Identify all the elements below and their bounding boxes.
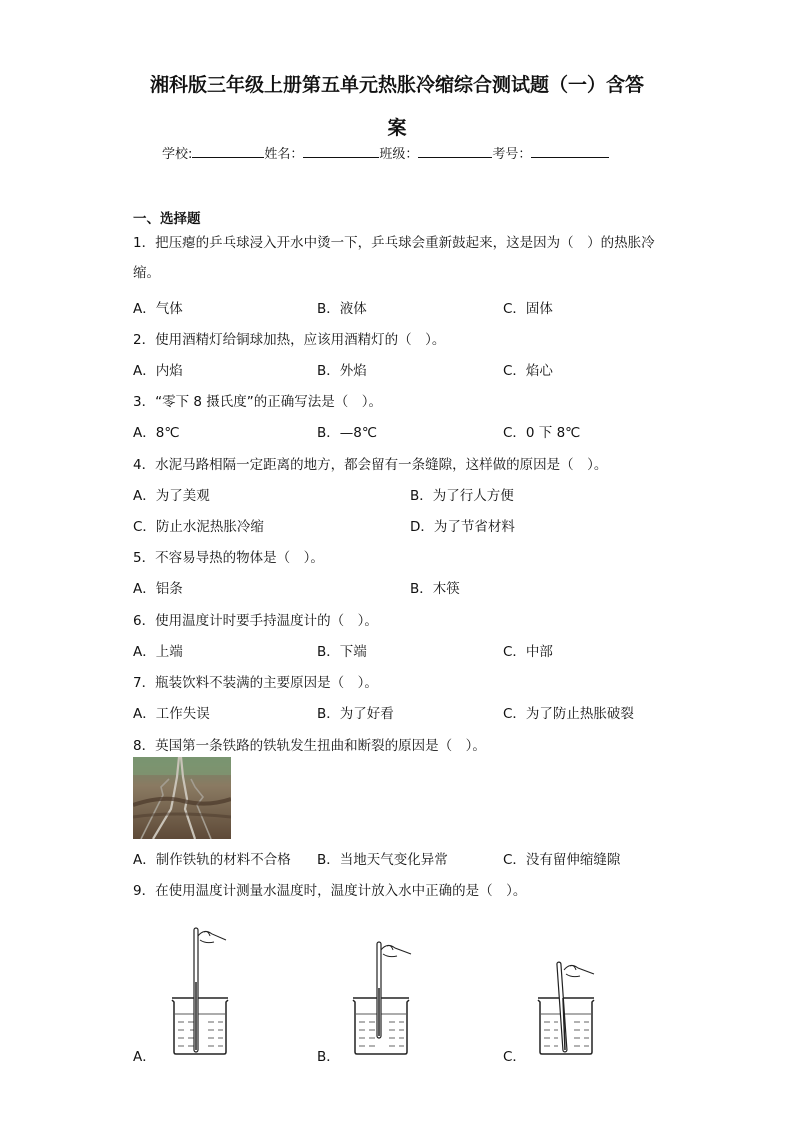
q4-option-c[interactable]: C．防止水泥热胀冷缩: [133, 519, 264, 535]
q9-option-a[interactable]: A．: [133, 1049, 156, 1065]
number-blank[interactable]: [531, 143, 609, 158]
number-label: 考号：: [492, 147, 532, 162]
q5-option-a[interactable]: A．铝条: [133, 581, 183, 597]
question-9-text: 9．在使用温度计测量水温度时，温度计放入水中正确的是（ ）。: [133, 883, 527, 899]
question-7-text: 7．瓶装饮料不装满的主要原因是（ ）。: [133, 675, 378, 691]
question-3-text: 3．“零下 8 摄氏度”的正确写法是（ ）。: [133, 394, 382, 410]
buckled-rail-photo: [133, 757, 231, 839]
q8-option-b[interactable]: B．当地天气变化异常: [317, 852, 448, 868]
section-heading: 一、选择题: [133, 211, 201, 227]
question-8-text: 8．英国第一条铁路的铁轨发生扭曲和断裂的原因是（ ）。: [133, 738, 486, 754]
class-blank[interactable]: [418, 143, 492, 158]
page-title-line2: 案: [387, 117, 407, 139]
beaker-a-diagram: [160, 922, 240, 1058]
q5-option-b[interactable]: B．木筷: [410, 581, 460, 597]
name-blank[interactable]: [303, 143, 379, 158]
q4-option-b[interactable]: B．为了行人方便: [410, 488, 514, 504]
question-1-text: 1．把压瘪的乒乓球浸入开水中烫一下，乒乓球会重新鼓起来，这是因为（ ）的热胀冷缩。: [133, 235, 655, 281]
name-label: 姓名：: [264, 147, 304, 162]
school-blank[interactable]: [192, 143, 264, 158]
page-title-line1: 湘科版三年级上册第五单元热胀冷缩综合测试题（一）含答: [149, 74, 644, 96]
class-label: 班级：: [379, 147, 419, 162]
q3-option-c[interactable]: C．0 下 8℃: [503, 425, 581, 441]
q4-option-d[interactable]: D．为了节省材料: [410, 519, 515, 535]
q1-option-b[interactable]: B．液体: [317, 301, 367, 317]
question-4-text: 4．水泥马路相隔一定距离的地方，都会留有一条缝隙，这样做的原因是（ ）。: [133, 457, 608, 473]
q7-option-b[interactable]: B．为了好看: [317, 706, 394, 722]
q4-option-a[interactable]: A．为了美观: [133, 488, 210, 504]
q8-option-c[interactable]: C．没有留伸缩缝隙: [503, 852, 621, 868]
q6-option-a[interactable]: A．上端: [133, 644, 183, 660]
q8-option-a[interactable]: A．制作铁轨的材料不合格: [133, 852, 291, 868]
question-2-text: 2．使用酒精灯给铜球加热，应该用酒精灯的（ ）。: [133, 332, 446, 348]
q7-option-a[interactable]: A．工作失误: [133, 706, 210, 722]
q1-option-a[interactable]: A．气体: [133, 301, 183, 317]
q9-option-c[interactable]: C．: [503, 1049, 526, 1065]
q2-option-c[interactable]: C．焰心: [503, 363, 553, 379]
q1-option-c[interactable]: C．固体: [503, 301, 553, 317]
q3-option-a[interactable]: A．8℃: [133, 425, 180, 441]
question-5-text: 5．不容易导热的物体是（ ）。: [133, 550, 324, 566]
school-label: 学校:: [162, 147, 193, 162]
q2-option-a[interactable]: A．内焰: [133, 363, 183, 379]
q6-option-c[interactable]: C．中部: [503, 644, 553, 660]
q6-option-b[interactable]: B．下端: [317, 644, 367, 660]
student-info: [162, 143, 609, 162]
q2-option-b[interactable]: B．外焰: [317, 363, 367, 379]
question-6-text: 6．使用温度计时要手持温度计的（ ）。: [133, 613, 378, 629]
beaker-b-diagram: [345, 938, 425, 1058]
q3-option-b[interactable]: B．—8℃: [317, 425, 378, 441]
q9-option-b[interactable]: B．: [317, 1049, 340, 1065]
q7-option-c[interactable]: C．为了防止热胀破裂: [503, 706, 634, 722]
beaker-c-diagram: [530, 958, 610, 1058]
